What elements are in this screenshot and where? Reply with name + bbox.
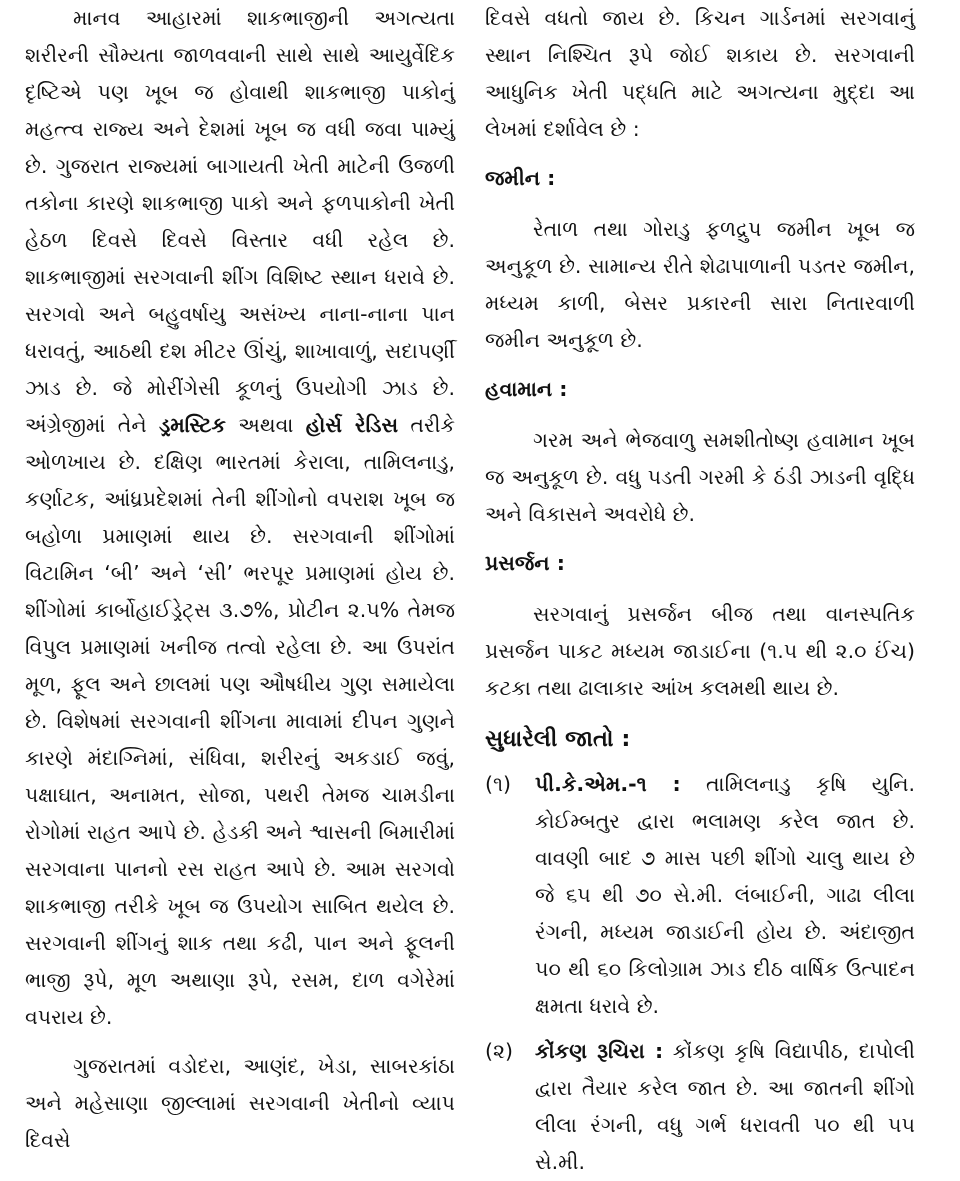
climate-text: ગરમ અને ભેજવાળુ સમશીતોષ્ણ હવામાન ખૂબ જ અનુકૂળ છે. વધુ પડતી ગરમી કે ઠંડી ઝાડની વૃદ્ધિ અને વિકાસને અવરોધે છે. bbox=[485, 428, 915, 526]
variety-description bbox=[535, 766, 915, 1025]
variety-number: (૨) bbox=[485, 1039, 514, 1063]
left-column bbox=[25, 0, 455, 1159]
continued-paragraph: દિવસે વધતો જાય છે. કિચન ગાર્ડનમાં સરગવાનું સ્થાન નિશ્ચિત રૂપે જોઈ શકાય છે. સરગવાની આધુનિક ખેતી પદ્ધતિ માટે અગત્યના મુદ્દા આ લેખમાં દર્શાવેલ છે : bbox=[485, 6, 915, 141]
intro-text: માનવ આહારમાં શાકભાજીની અગત્યતા શરીરની સૌમ્યતા જાળવવાની સાથે સાથે આયુર્વેદિક દૃષ્ટિએ પણ ખૂબ જ હોવાથી શાકભાજી પાકોનું મહત્ત્વ રાજ્ય અને દેશમાં ખૂબ જ વધી જવા પામ્યું છે. ગુજરાત રાજ્યમાં બાગાયતી ખેતી માટેની ઉજળી તકોના કારણે શાકભાજી પાકો અને ફળપાકોની ખેતી હેઠળ દિવસે દિવસે વિસ્તાર વધી રહેલ છે. શાકભાજીમાં સરગવાની શીંગ વિશિષ્ટ સ્થાન ધરાવે છે. સરગવો અને બહુવર્ષાયુ અસંખ્ય નાના-નાના પાન ધરાવતું, આઠથી દશ મીટર ઊંચું, શાખાવાળું, સદાપર્ણી ઝાડ છે. જે મોરીંગેસી કૂળનું ઉપયોગી ઝાડ છે. અંગ્રેજીમાં તેને bbox=[25, 6, 455, 437]
intro-text-tail: તરીકે ઓળખાય છે. દક્ષિણ ભારતમાં કેરાલા, તામિલનાડુ, કર્ણાટક, આંધ્રપ્રદેશમાં તેની શીંગોનો વપરાશ ખૂબ જ બહોળા પ્રમાણમાં થાય છે. સરગવાની શીંગોમાં વિટામિન ‘બી’ અને ‘સી’ ભરપૂર પ્રમાણમાં હોય છે. શીંગોમાં કાર્બોહાઈડ્રેટ્સ ૩.૭%, પ્રોટીન ૨.૫% તેમજ વિપુલ પ્રમાણમાં ખનીજ તત્વો રહેલા છે. આ ઉપરાંત મૂળ, ફૂલ અને છાલમાં પણ ઔષધીય ગુણ સમાયેલા છે. વિશેષમાં સરગવાની શીંગના માવામાં દીપન ગુણને કારણે મંદાગ્નિમાં, સંધિવા, શરીરનું અકડાઈ જવું, પક્ષાઘાત, અનામત, સોજા, પથરી તેમજ ચામડીના રોગોમાં રાહત આપે છે. હેડકી અને શ્વાસની બિમારીમાં સરગવાના પાનનો રસ રાહત આપે છે. આમ સરગવો શાકભાજી તરીકે ખૂબ જ ઉપયોગ સાબિત થયેલ છે. સરગવાની શીંગનું શાક તથા કઢી, પાન અને ફૂલની ભાજી રૂપે, મૂળ અથાણા રૂપે, રસમ, દાળ વગેરેમાં વપરાય છે. bbox=[25, 413, 455, 1029]
gujarat-paragraph: ગુજરાતમાં વડોદરા, આણંદ, ખેડા, સાબરકાંઠા અને મહેસાણા જીલ્લામાં સરગવાની ખેતીનો વ્યાપ દિવસે bbox=[25, 1054, 455, 1152]
variety-name: કોંકણ રૂચિરા : bbox=[535, 1039, 664, 1063]
drumstick-term: ડ્રમસ્ટિક bbox=[158, 413, 226, 437]
propagation-heading: પ્રસર્જન : bbox=[485, 551, 565, 575]
variety-text: તામિલનાડુ કૃષિ યુનિ. કોઈમ્બતુર દ્વારા ભલામણ કરેલ જાત છે. વાવણી બાદ ૭ માસ પછી શીંગો ચાલુ થાય છે જે ૬૫ થી ૭૦ સે.મી. લંબાઈની, ગાઢા લીલા રંગની, મધ્યમ જાડાઈની હોય છે. અંદાજીત ૫૦ થી ૬૦ કિલોગ્રામ ઝાડ દીઠ વાર્ષિક ઉત્પાદન ક્ષમતા ધરાવે છે. bbox=[535, 772, 915, 1018]
variety-name: પી.કે.એમ.-૧ : bbox=[535, 772, 681, 796]
or-word: અથવા bbox=[238, 413, 294, 437]
propagation-text: સરગવાનું પ્રસર્જન બીજ તથા વાનસ્પતિક પ્રસર્જન પાકટ મધ્યમ જાડાઈના (૧.૫ થી ૨.૦ ઈંચ) કટકા તથા ઢાલાકાર આંખ કલમથી થાય છે. bbox=[485, 602, 915, 700]
improved-varieties-heading: સુધારેલી જાતો : bbox=[485, 726, 631, 752]
variety-number: (૧) bbox=[485, 772, 512, 796]
soil-text: રેતાળ તથા ગોરાડુ ફળદ્રુપ જમીન ખૂબ જ અનુકૂળ છે. સામાન્ય રીતે શેઢાપાળાની પડતર જમીન, મધ્યમ કાળી, બેસર પ્રકારની સારા નિતારવાળી જમીન અનુકૂળ છે. bbox=[485, 217, 915, 352]
intro-paragraph bbox=[25, 0, 455, 1036]
soil-heading: જમીન : bbox=[485, 166, 556, 190]
variety-description bbox=[535, 1033, 915, 1181]
variety-item bbox=[485, 1033, 915, 1181]
climate-heading: હવામાન : bbox=[485, 377, 568, 401]
right-column bbox=[485, 0, 915, 1181]
horse-radish-term: હોર્સ રેડિસ bbox=[305, 413, 399, 437]
variety-text: કોંકણ કૃષિ વિદ્યાપીઠ, દાપોલી દ્વારા તૈયાર કરેલ જાત છે. આ જાતની શીંગો લીલા રંગની, વધુ ગર્ભ ધરાવતી ૫૦ થી ૫૫ સે.મી. bbox=[535, 1039, 915, 1174]
variety-item bbox=[485, 766, 915, 1025]
